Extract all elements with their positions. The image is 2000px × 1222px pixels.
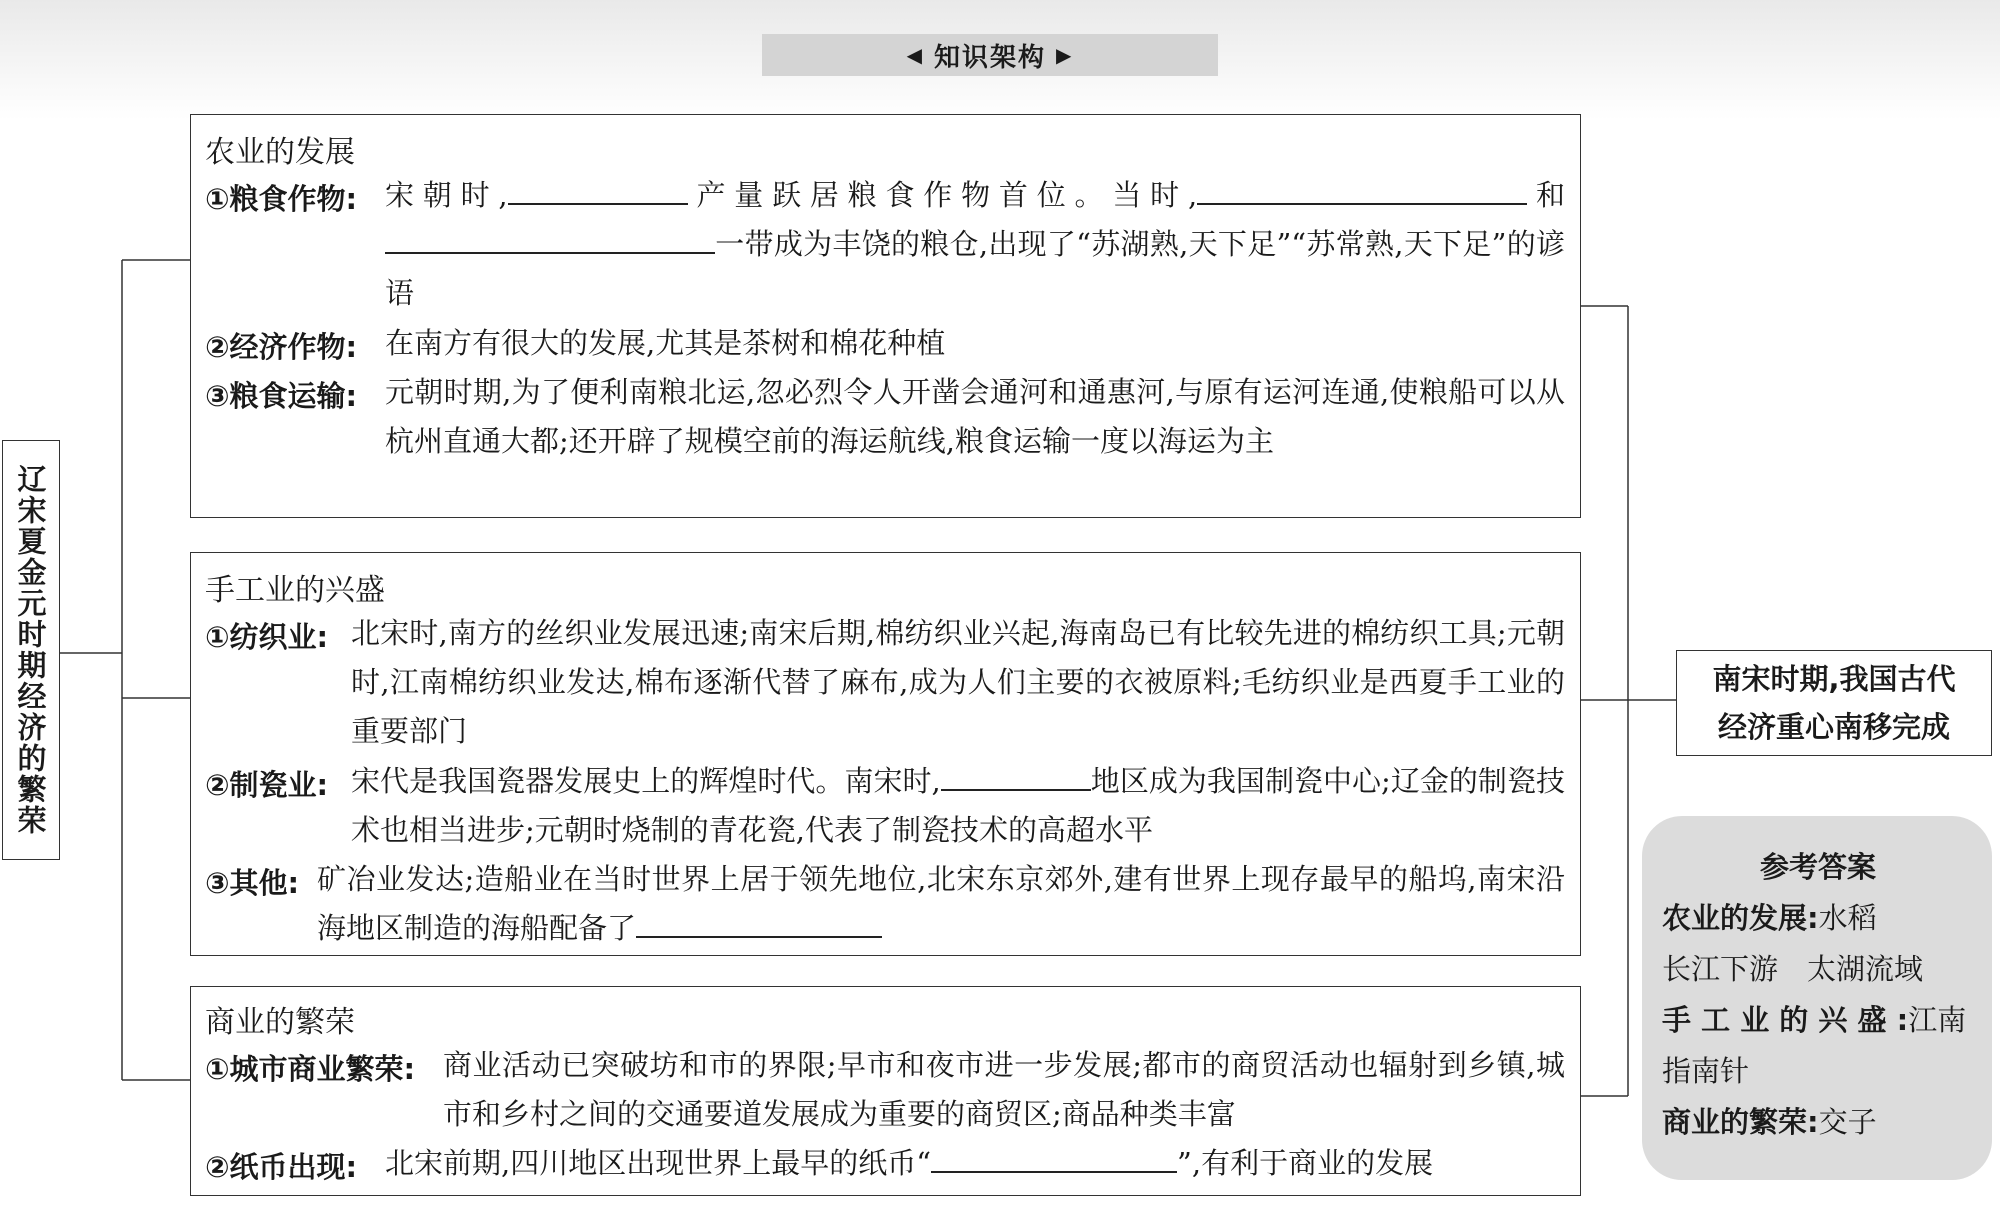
city-commerce-text: 商业活动已突破坊和市的界限;早市和夜市进一步发展;都市的商贸活动也辐射到乡镇,城市和乡村之间的交通要道发展成为重要的商贸区;商品种类丰富 xyxy=(443,1048,1565,1131)
commerce-title: 商业的繁荣 xyxy=(205,1005,355,1040)
textile-label: ①纺织业: xyxy=(205,620,329,654)
conclusion-line-2: 经济重心南移完成 xyxy=(1717,710,1950,744)
grain-crops-label: ①粮食作物: xyxy=(205,182,358,216)
conclusion-line-1: 南宋时期,我国古代 xyxy=(1712,662,1956,696)
blank-2[interactable] xyxy=(1197,179,1527,205)
answer-line-1: 农业的发展:水稻 xyxy=(1662,901,1877,935)
blank-3[interactable] xyxy=(385,228,715,254)
main-topic: 辽宋夏金元时期经济的繁荣 xyxy=(2,440,60,860)
grain-crops-text: 宋朝时, 产量跃居粮食作物首位。当时, 和一带成为丰饶的粮仓,出现了“苏湖熟,天下足”“苏常熟,天下足”的谚语 xyxy=(385,178,1565,310)
left-triangle-icon: ◀ xyxy=(906,43,924,67)
porcelain-text: 宋代是我国瓷器发展史上的辉煌时代。南宋时, 地区成为我国制瓷中心;辽金的制瓷技术也相当进步;元朝时烧制的青花瓷,代表了制瓷技术的高超水平 xyxy=(351,764,1565,847)
right-triangle-icon: ▶ xyxy=(1056,43,1074,67)
blank-6[interactable] xyxy=(931,1147,1177,1173)
city-commerce-label: ①城市商业繁荣: xyxy=(205,1052,416,1086)
answer-line-3: 手 工 业 的 兴 盛 :江南 xyxy=(1662,1003,1967,1037)
cash-crops-label: ②经济作物: xyxy=(205,330,358,364)
grain-transport-label: ③粮食运输: xyxy=(205,379,358,413)
answer-line-4: 指南针 xyxy=(1662,1054,1750,1088)
grain-transport-text: 元朝时期,为了便利南粮北运,忽必烈令人开凿会通河和通惠河,与原有运河连通,使粮船可以从杭州直通大都;还开辟了规模空前的海运航线,粮食运输一度以海运为主 xyxy=(385,375,1565,458)
other-text: 矿冶业发达;造船业在当时世界上居于领先地位,北宋东京郊外,建有世界上现存最早的船坞,南宋沿海地区制造的海船配备了 xyxy=(317,862,1565,945)
commerce-box xyxy=(190,986,1581,1196)
agriculture-title: 农业的发展 xyxy=(205,135,355,170)
reference-answers xyxy=(1642,816,1992,1180)
answer-line-5: 商业的繁荣:交子 xyxy=(1662,1105,1877,1139)
textile-text: 北宋时,南方的丝织业发展迅速;南宋后期,棉纺织业兴起,海南岛已有比较先进的棉纺织工具;元朝时,江南棉纺织业发达,棉布逐渐代替了麻布,成为人们主要的衣被原料;毛纺织业是西夏手工业的重要部门 xyxy=(351,616,1565,748)
header-title: 知识架构 xyxy=(933,42,1046,73)
porcelain-label: ②制瓷业: xyxy=(205,768,329,802)
blank-1[interactable] xyxy=(508,179,688,205)
other-label: ③其他: xyxy=(205,866,300,900)
paper-money-text: 北宋前期,四川地区出现世界上最早的纸币“ ”,有利于商业的发展 xyxy=(385,1146,1434,1180)
blank-5[interactable] xyxy=(636,912,882,938)
handicraft-box xyxy=(190,552,1581,956)
answers-title: 参考答案 xyxy=(1759,850,1876,884)
blank-4[interactable] xyxy=(941,765,1091,791)
cash-crops-text: 在南方有很大的发展,尤其是茶树和棉花种植 xyxy=(385,326,946,360)
paper-money-label: ②纸币出现: xyxy=(205,1150,358,1184)
agriculture-box xyxy=(190,114,1581,518)
handicraft-title: 手工业的兴盛 xyxy=(205,573,385,608)
answer-line-2: 长江下游 太湖流域 xyxy=(1662,952,1924,986)
conclusion-box xyxy=(1676,650,1992,756)
